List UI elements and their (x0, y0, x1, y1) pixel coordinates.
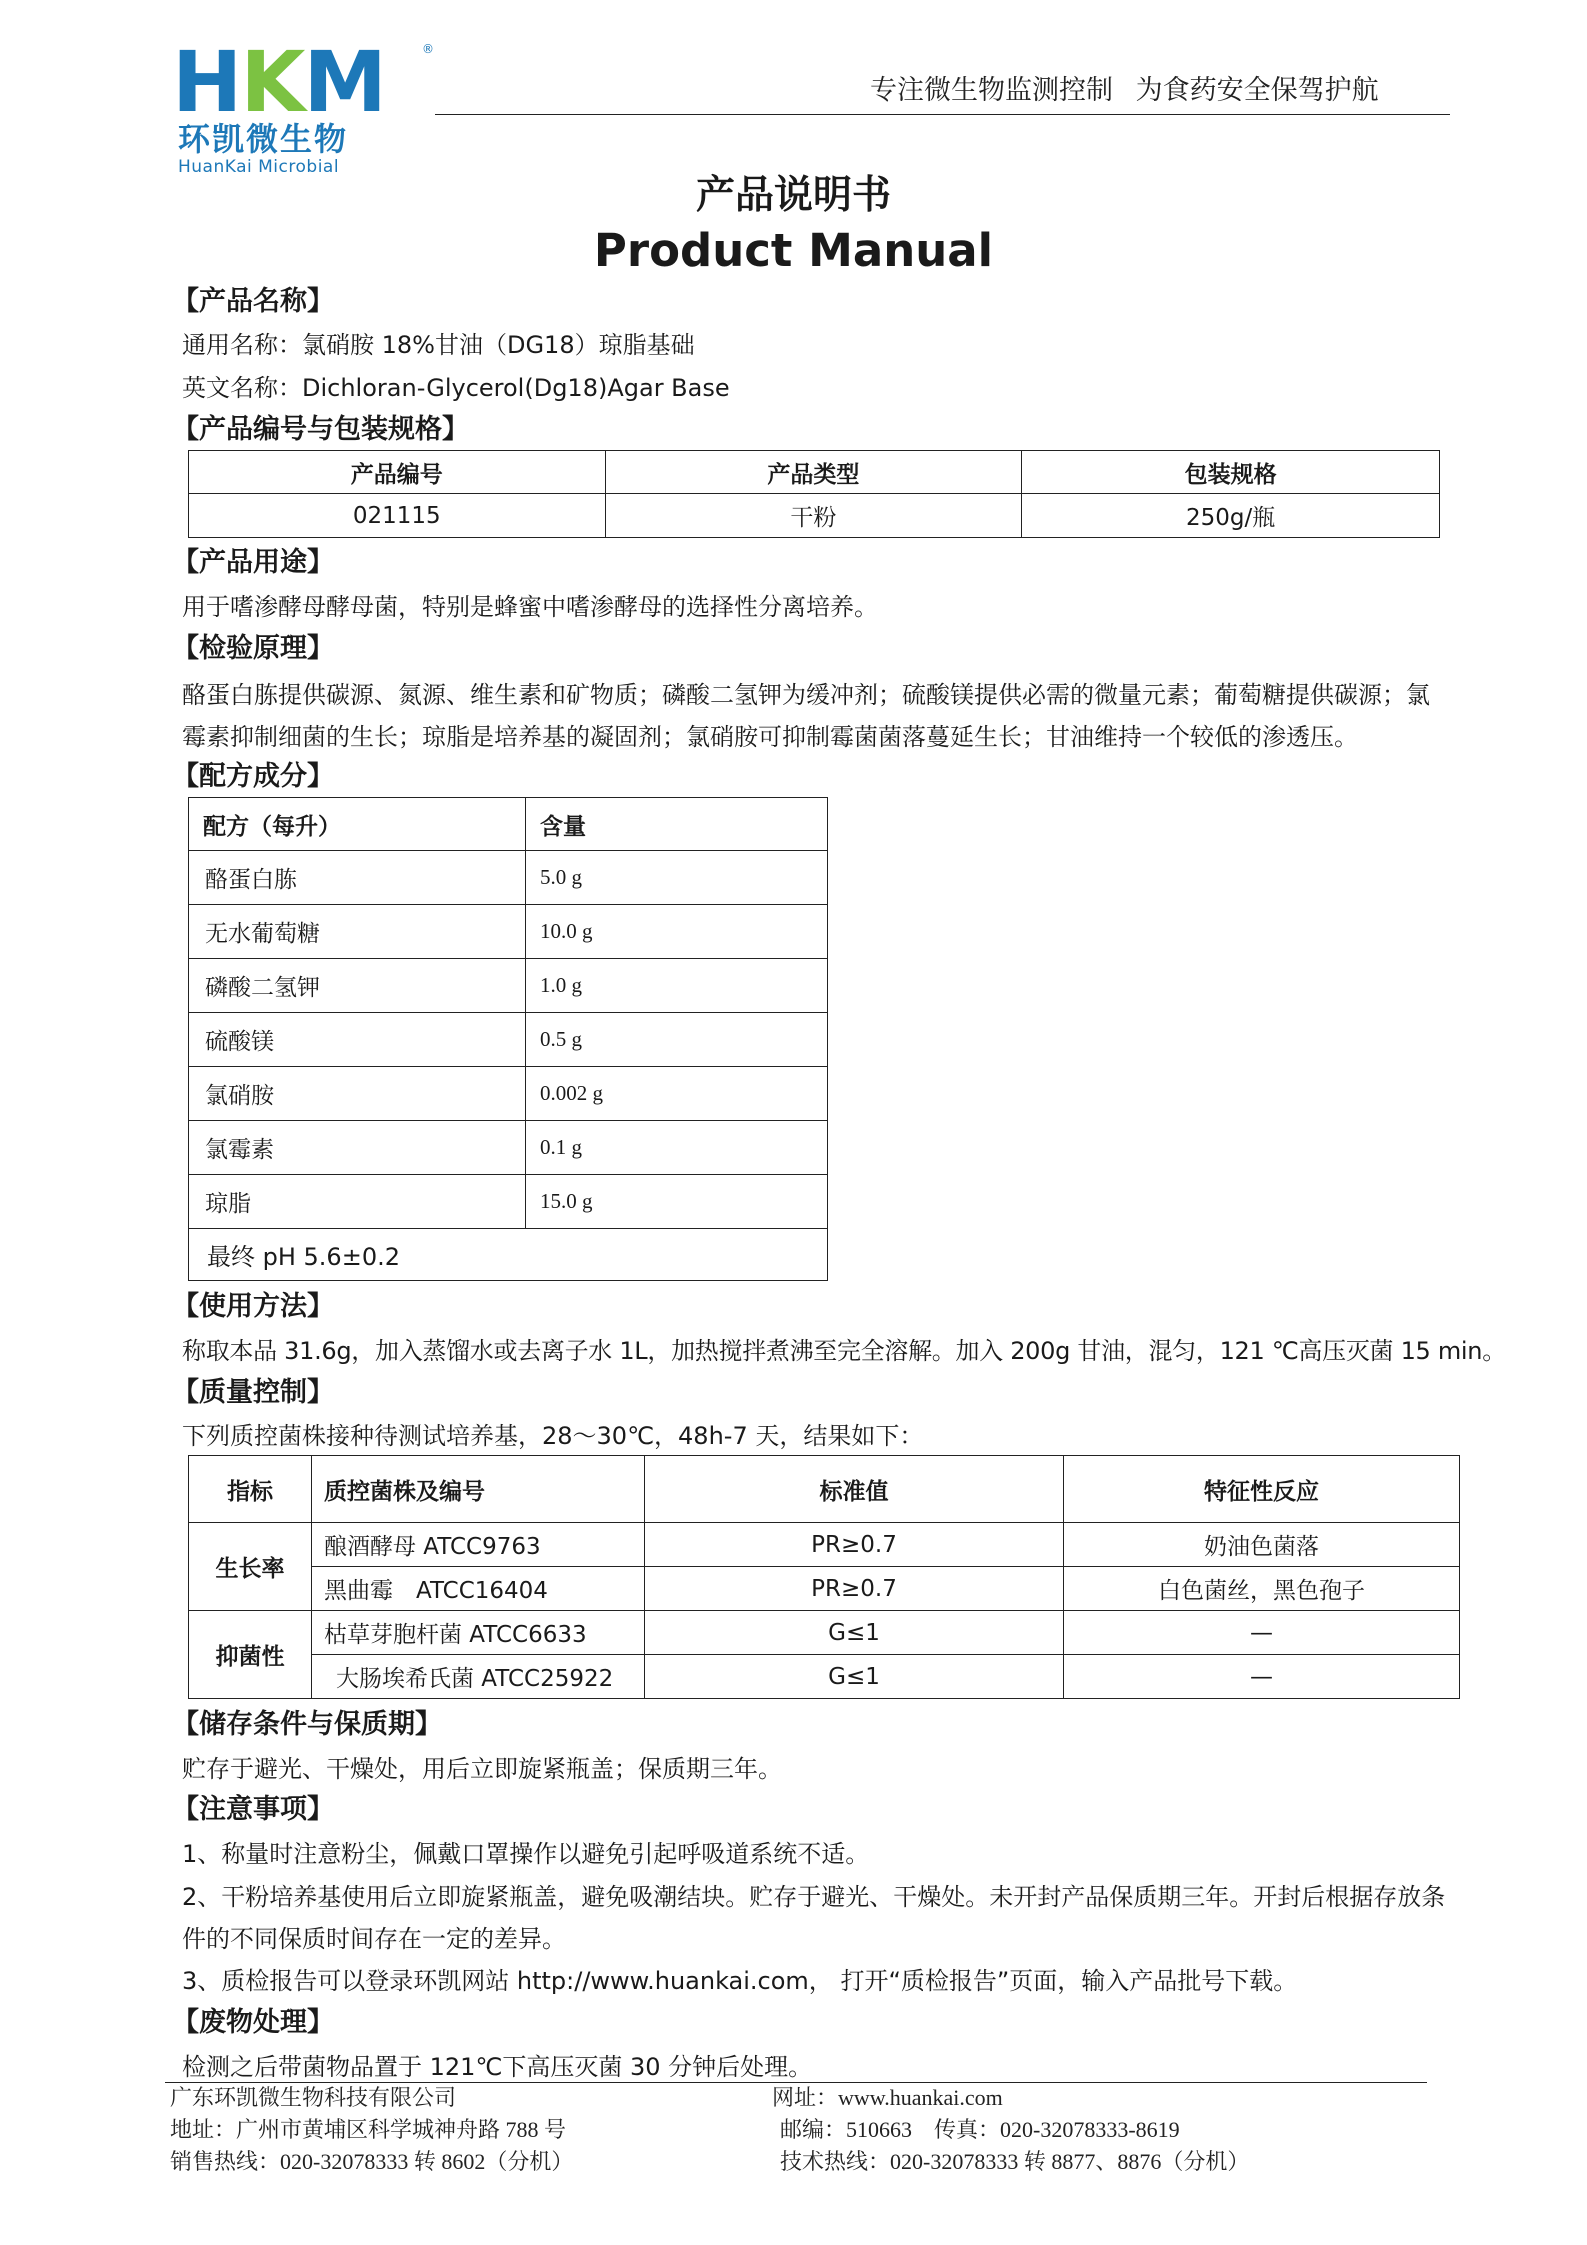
ingredient-name: 酪蛋白胨 (189, 851, 526, 905)
ingredient-amount: 10.0 g (526, 905, 828, 959)
reaction-cell: — (1064, 1655, 1460, 1699)
ingredient-amount: 1.0 g (526, 959, 828, 1013)
column-header: 包装规格 (1022, 451, 1440, 494)
footer-address: 地址：广州市黄埔区科学城神舟路 788 号 (170, 2117, 567, 2142)
section-heading-product-code: 【产品编号与包装规格】 (172, 414, 469, 445)
table-row (189, 959, 828, 1013)
logo-english-name: HuanKai Microbial (178, 157, 340, 177)
ingredient-amount: 0.5 g (526, 1013, 828, 1067)
logo-mark: HKM (172, 33, 385, 131)
section-heading-principle: 【检验原理】 (172, 633, 334, 664)
ingredient-amount: 0.1 g (526, 1121, 828, 1175)
table-row (189, 1067, 828, 1121)
common-name: 通用名称：氯硝胺 18%甘油（DG18）琼脂基础 (182, 331, 695, 359)
ingredient-amount: 5.0 g (526, 851, 828, 905)
table-row (189, 1523, 1460, 1567)
usage-text: 用于嗜渗酵母酵母菌，特别是蜂蜜中嗜渗酵母的选择性分离培养。 (182, 593, 878, 621)
note-item: 1、称量时注意粉尘，佩戴口罩操作以避免引起呼吸道系统不适。 (182, 1840, 870, 1868)
registered-mark: ® (422, 42, 434, 56)
header-slogan: 专注微生物监测控制 为食药安全保驾护航 (870, 75, 1379, 106)
section-heading-qc: 【质量控制】 (172, 1377, 334, 1408)
note-item: 2、干粉培养基使用后立即旋紧瓶盖，避免吸潮结块。贮存于避光、干燥处。未开封产品保质期三年。开封后根据存放条件的不同保质时间存在一定的差异。 (182, 1883, 1446, 1953)
header-divider (435, 114, 1450, 115)
section-heading-formula: 【配方成分】 (172, 761, 334, 792)
ph-row (189, 1229, 828, 1281)
column-header: 标准值 (645, 1456, 1064, 1523)
column-header: 指标 (189, 1456, 312, 1523)
logo-chinese-name: 环凯微生物 (178, 120, 349, 158)
strain-cell: 酿酒酵母 ATCC9763 (312, 1523, 645, 1567)
column-header: 含量 (526, 798, 828, 851)
standard-cell: PR≥0.7 (645, 1523, 1064, 1567)
standard-cell: G≤1 (645, 1611, 1064, 1655)
ingredient-name: 无水葡萄糖 (189, 905, 526, 959)
reaction-cell: 白色菌丝，黑色孢子 (1064, 1567, 1460, 1611)
reaction-cell: 奶油色菌落 (1064, 1523, 1460, 1567)
english-name: 英文名称：Dichloran-Glycerol(Dg18)Agar Base (182, 374, 730, 402)
table-cell: 干粉 (605, 494, 1022, 538)
table-cell: 250g/瓶 (1022, 494, 1440, 538)
column-header: 产品类型 (605, 451, 1022, 494)
disposal-text: 检测之后带菌物品置于 121℃下高压灭菌 30 分钟后处理。 (182, 2053, 813, 2081)
formula-table (188, 797, 828, 1281)
section-heading-storage: 【储存条件与保质期】 (172, 1709, 442, 1740)
table-cell: 021115 (189, 494, 606, 538)
table-header-row (189, 798, 828, 851)
column-header: 配方（每升） (189, 798, 526, 851)
section-heading-notes: 【注意事项】 (172, 1794, 334, 1825)
footer-website: 网址：www.huankai.com (772, 2085, 1003, 2110)
company-logo (172, 33, 442, 177)
principle-text: 酪蛋白胨提供碳源、氮源、维生素和矿物质；磷酸二氢钾为缓冲剂；硫酸镁提供必需的微量元素；葡萄糖提供碳源；氯霉素抑制细菌的生长；琼脂是培养基的凝固剂；氯硝胺可抑制霉菌菌落蔓延生长；甘油维持一个较低的渗透压。 (182, 681, 1430, 751)
ingredient-amount: 0.002 g (526, 1067, 828, 1121)
table-row (189, 1567, 1460, 1611)
footer-postcode-fax: 邮编：510663 传真：020-32078333-8619 (780, 2117, 1180, 2142)
table-header-row (189, 451, 1440, 494)
reaction-cell: — (1064, 1611, 1460, 1655)
table-row (189, 1013, 828, 1067)
table-row (189, 851, 828, 905)
qc-table (188, 1455, 1460, 1699)
ingredient-amount: 15.0 g (526, 1175, 828, 1229)
ingredient-name: 氯霉素 (189, 1121, 526, 1175)
final-ph: 最终 pH 5.6±0.2 (189, 1229, 828, 1281)
column-header: 产品编号 (189, 451, 606, 494)
footer-tech-hotline: 技术热线：020-32078333 转 8877、8876（分机） (780, 2149, 1250, 2174)
table-row (189, 494, 1440, 538)
section-heading-usage: 【产品用途】 (172, 547, 334, 578)
ingredient-name: 琼脂 (189, 1175, 526, 1229)
footer-sales-hotline: 销售热线：020-32078333 转 8602（分机） (170, 2149, 574, 2174)
section-heading-method: 【使用方法】 (172, 1291, 334, 1322)
section-heading-disposal: 【废物处理】 (172, 2007, 334, 2038)
table-header-row (189, 1456, 1460, 1523)
footer-company: 广东环凯微生物科技有限公司 (170, 2085, 457, 2110)
strain-cell: 黑曲霉 ATCC16404 (312, 1567, 645, 1611)
strain-cell: 大肠埃希氏菌 ATCC25922 (312, 1655, 645, 1699)
strain-cell: 枯草芽胞杆菌 ATCC6633 (312, 1611, 645, 1655)
table-row (189, 905, 828, 959)
product-code-table (188, 450, 1440, 538)
note-item: 3、质检报告可以登录环凯网站 http://www.huankai.com， 打开“质检报告”页面，输入产品批号下载。 (182, 1967, 1298, 1995)
method-text: 称取本品 31.6g，加入蒸馏水或去离子水 1L，加热搅拌煮沸至完全溶解。加入 200g 甘油，混匀，121 ℃高压灭菌 15 min。 (182, 1337, 1506, 1365)
column-header: 质控菌株及编号 (312, 1456, 645, 1523)
ingredient-name: 氯硝胺 (189, 1067, 526, 1121)
section-heading-product-name: 【产品名称】 (172, 286, 334, 317)
table-row (189, 1175, 828, 1229)
standard-cell: G≤1 (645, 1655, 1064, 1699)
indicator-cell: 抑菌性 (189, 1611, 312, 1699)
qc-intro: 下列质控菌株接种待测试培养基，28～30℃，48h-7 天，结果如下： (182, 1422, 924, 1450)
title-chinese: 产品说明书 (695, 173, 891, 218)
table-row (189, 1121, 828, 1175)
column-header: 特征性反应 (1064, 1456, 1460, 1523)
table-row (189, 1611, 1460, 1655)
indicator-cell: 生长率 (189, 1523, 312, 1611)
footer-divider (165, 2082, 1427, 2083)
table-row (189, 1655, 1460, 1699)
storage-text: 贮存于避光、干燥处，用后立即旋紧瓶盖；保质期三年。 (182, 1755, 782, 1783)
standard-cell: PR≥0.7 (645, 1567, 1064, 1611)
ingredient-name: 硫酸镁 (189, 1013, 526, 1067)
ingredient-name: 磷酸二氢钾 (189, 959, 526, 1013)
title-english: Product Manual (593, 224, 994, 277)
